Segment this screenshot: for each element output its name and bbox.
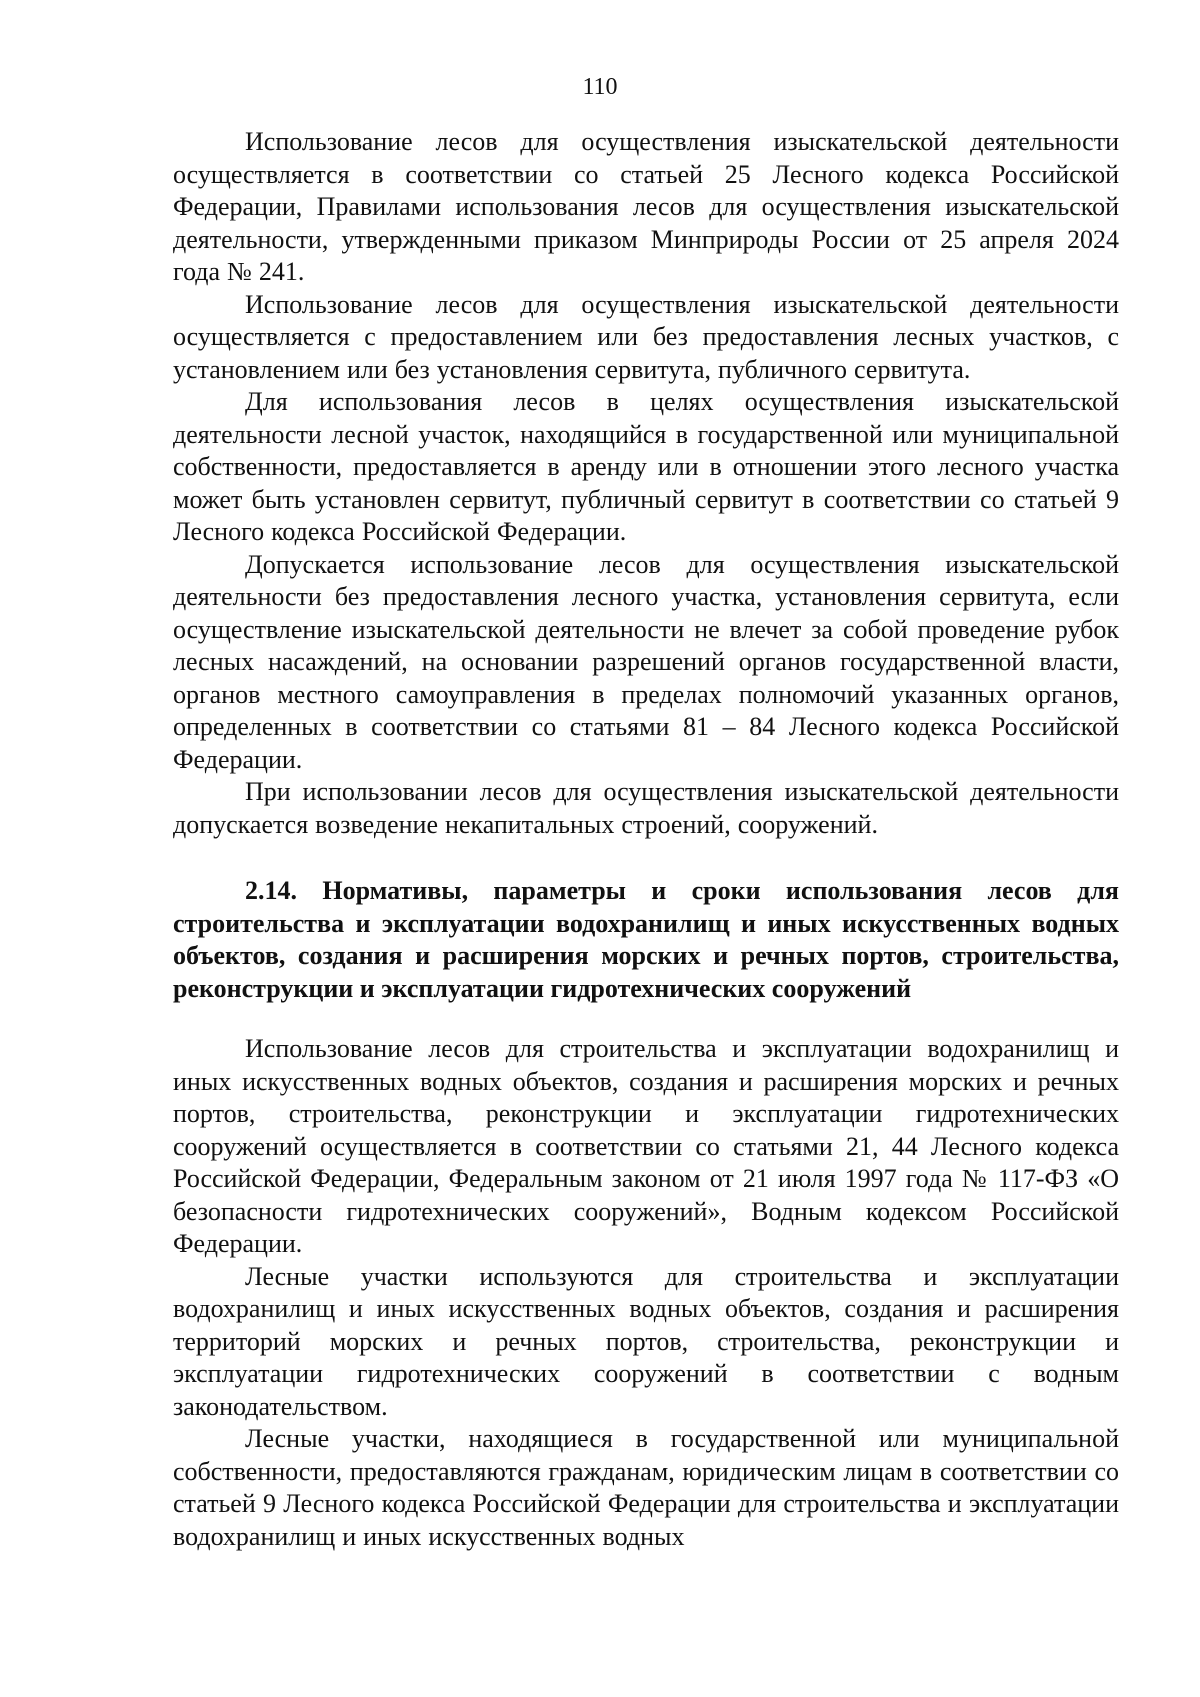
paragraph: Использование лесов для осуществления изыскательской деятельности осуществляется с предоставлением или без предоставления лесных участков, с установлением или без установления сервитута, публичного сервитута. — [173, 289, 1119, 384]
paragraph: Использование лесов для строительства и эксплуатации водохранилищ и иных искусственных водных объектов, создания и расширения морских и речных портов, строительства, реконструкции и эксплуатации гидротехнических сооружений осуществляется в соответствии со статьями 21, 44 Лесного кодекса Российской Федерации, Федеральным законом от 21 июля 1997 года № 117-ФЗ «О безопасности гидротехнических сооружений», Водным кодексом Российской Федерации. — [173, 1034, 1119, 1258]
paragraph: Лесные участки, находящиеся в государственной или муниципальной собственности, предоставляются гражданам, юридическим лицам в соответствии со статьей 9 Лесного кодекса Российской Федерации для строительства и эксплуатации водохранилищ и иных искусственных водных — [173, 1424, 1119, 1551]
page-number: 110 — [582, 74, 618, 100]
section-heading: 2.14. Нормативы, параметры и сроки использования лесов для строительства и эксплуатации водохранилищ и иных искусственных водных объектов, создания и расширения морских и речных портов, строительства, реконструкции и эксплуатации гидротехнических сооружений — [173, 876, 1119, 1003]
paragraph: Для использования лесов в целях осуществления изыскательской деятельности лесной участок, находящийся в государственной или муниципальной собственности, предоставляется в аренду или в отношении этого лесного участка может быть установлен сервитут, публичный сервитут в соответствии со статьей 9 Лесного кодекса Российской Федерации. — [173, 387, 1119, 546]
paragraph: Использование лесов для осуществления изыскательской деятельности осуществляется в соответствии со статьей 25 Лесного кодекса Российской Федерации, Правилами использования лесов для осуществления изыскательской деятельности, утвержденными приказом Минприроды России от 25 апреля 2024 года № 241. — [173, 127, 1119, 286]
paragraph: Допускается использование лесов для осуществления изыскательской деятельности без предоставления лесного участка, установления сервитута, если осуществление изыскательской деятельности не влечет за собой проведение рубок лесных насаждений, на основании разрешений органов государственной власти, органов местного самоуправления в пределах полномочий указанных органов, определенных в соответствии со статьями 81 – 84 Лесного кодекса Российской Федерации. — [173, 549, 1119, 774]
paragraph: Лесные участки используются для строительства и эксплуатации водохранилищ и иных искусственных водных объектов, создания и расширения территорий морских и речных портов, строительства, реконструкции и эксплуатации гидротехнических сооружений в соответствии с водным законодательством. — [173, 1261, 1119, 1421]
document-body — [173, 126, 1119, 1553]
paragraph: При использовании лесов для осуществления изыскательской деятельности допускается возведение некапитальных строений, сооружений. — [173, 777, 1119, 839]
